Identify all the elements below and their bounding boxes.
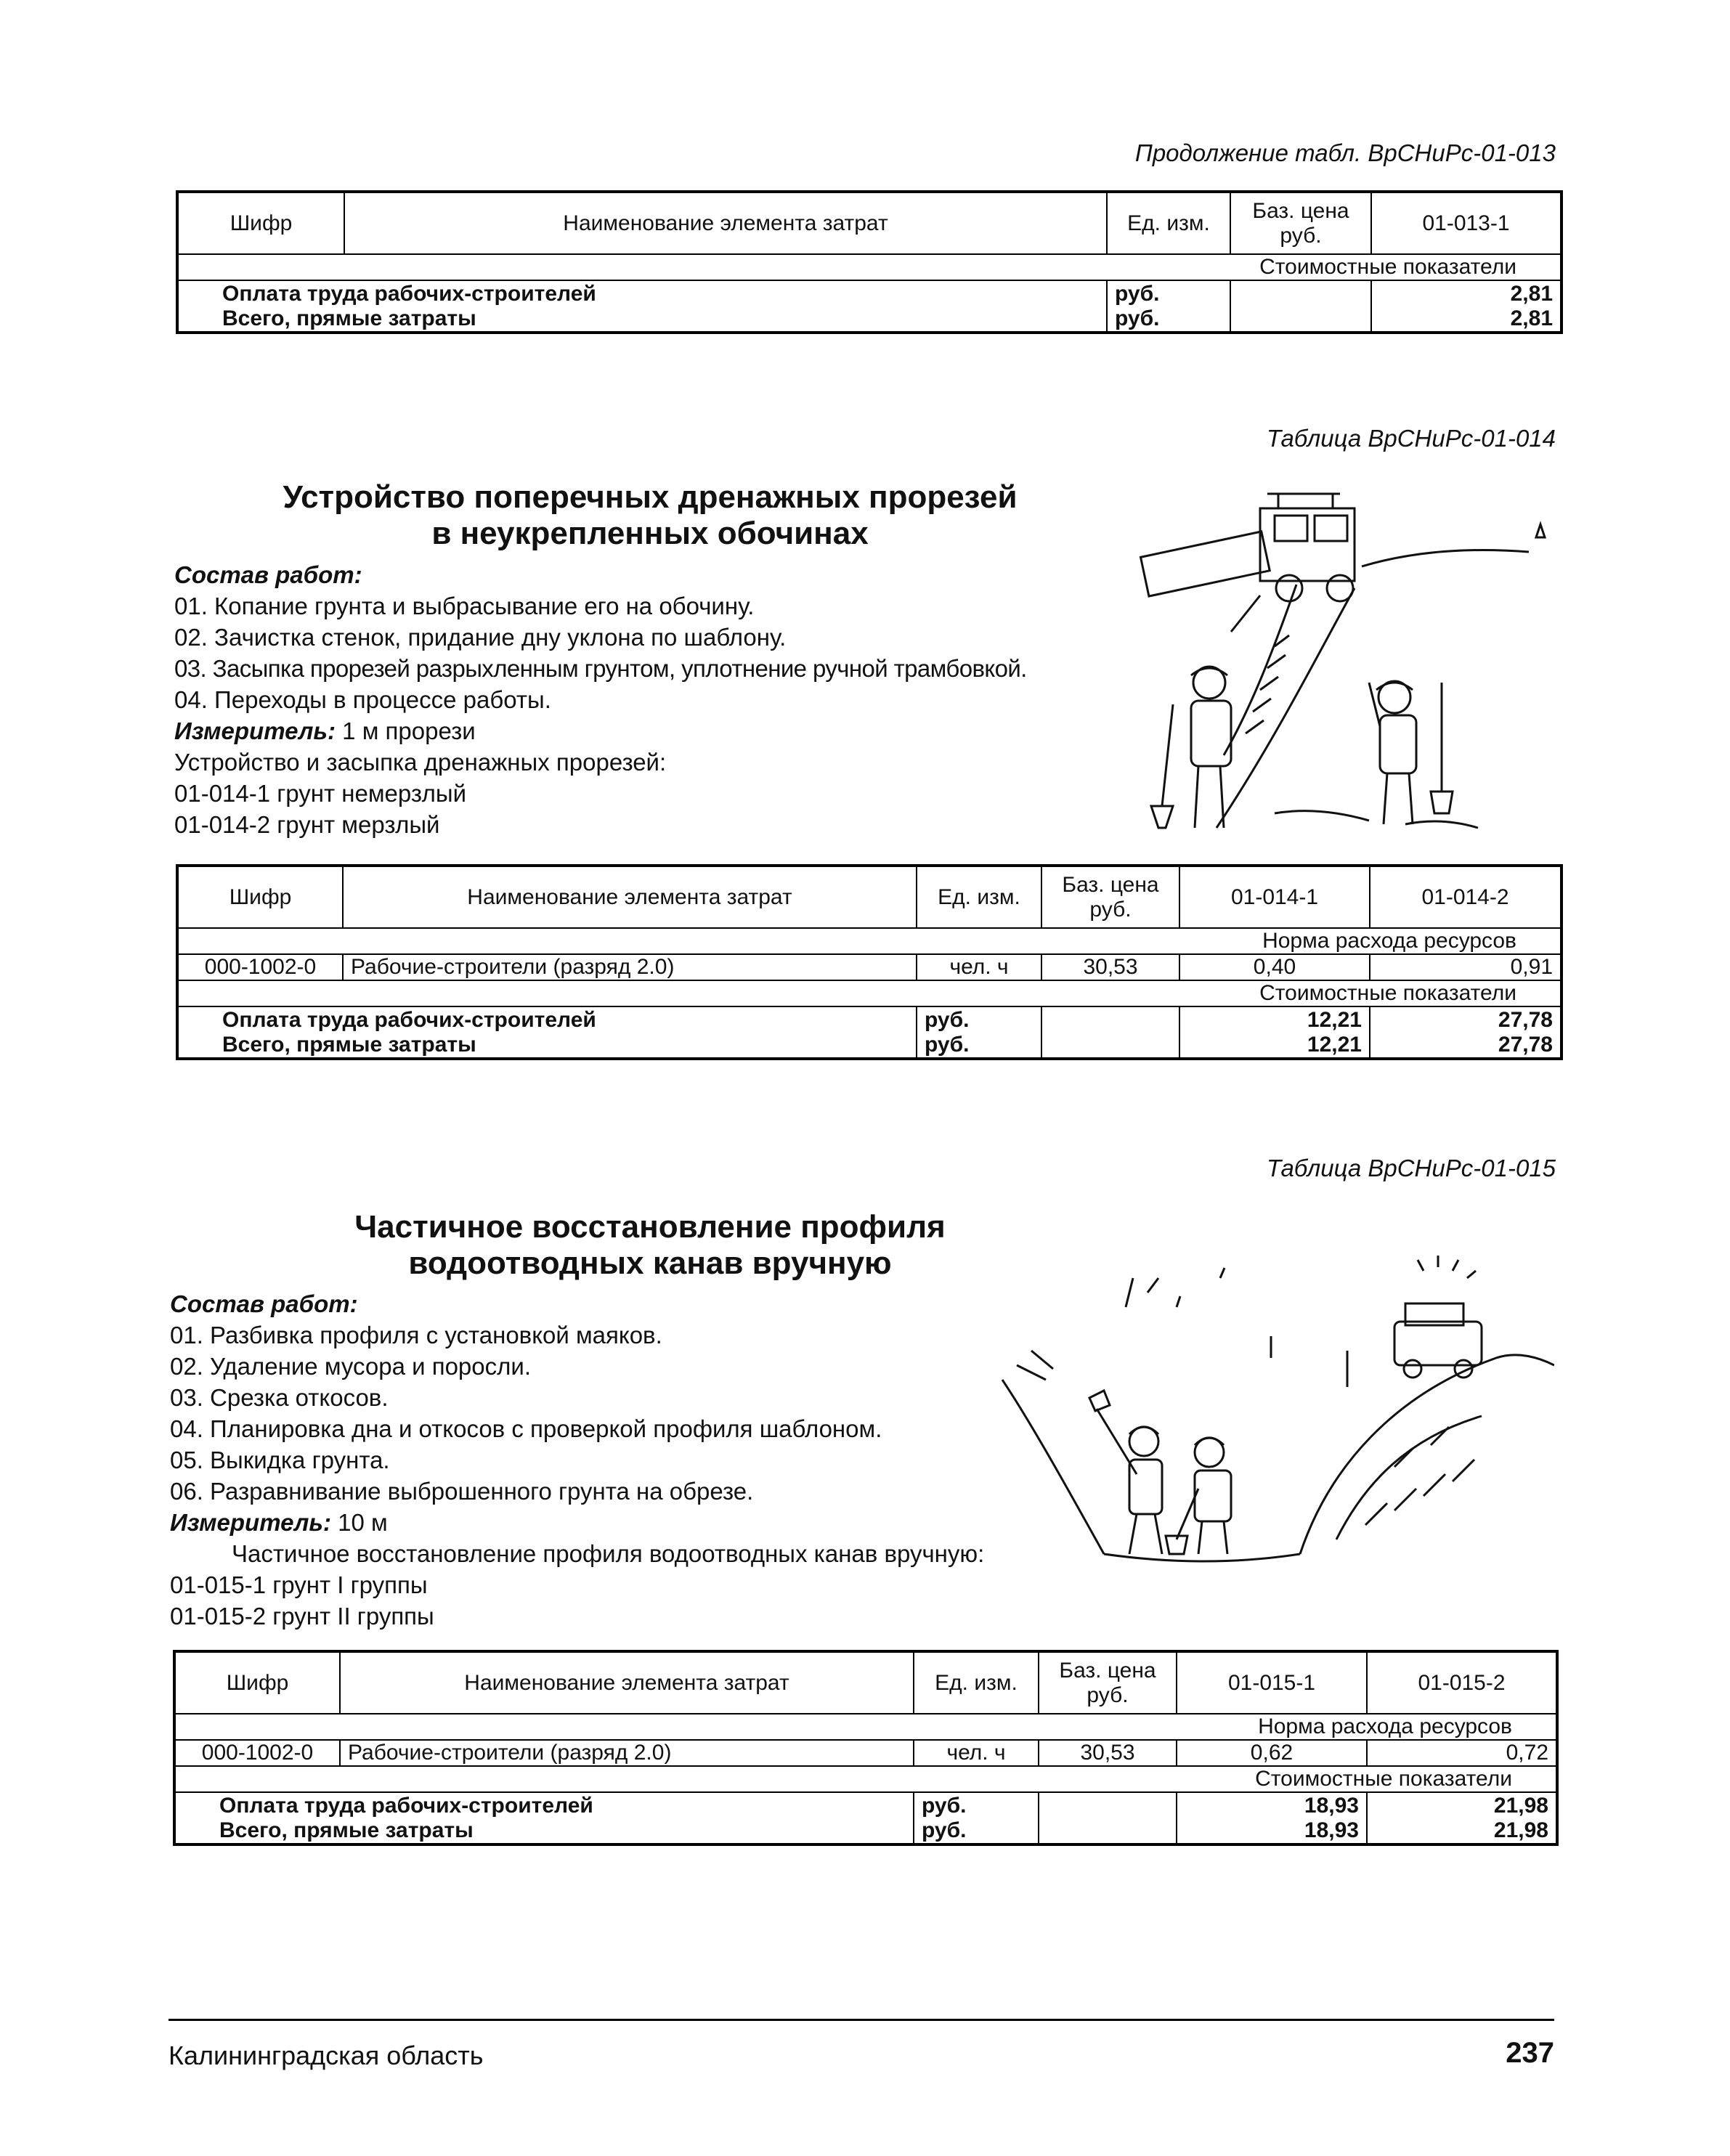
table-header-row [174,1651,1557,1714]
resource-name: Рабочие-строители (разряд 2.0) [340,1740,914,1766]
work-item: 04. Планировка дна и откосов с проверкой профиля шаблоном. [170,1415,882,1442]
header-col1: 01-015-1 [1177,1651,1367,1714]
cost-price [1039,1818,1177,1844]
work-item: 03. Срезка откосов. [170,1384,389,1411]
header-col2: 01-015-2 [1367,1651,1557,1714]
footer-divider [168,2019,1554,2021]
header-code: Шифр [177,866,343,928]
cost-v1: 12,21 [1179,1006,1370,1033]
work-item: 02. Удаление мусора и поросли. [170,1353,531,1380]
cost-name: Всего, прямые затраты [177,306,1107,333]
cost-v2: 27,78 [1370,1006,1562,1033]
work-heading: Состав работ: [174,561,362,588]
table-01-015 [173,1650,1559,1846]
continuation-note: Продолжение табл. ВрСНиРс-01-013 [1134,139,1556,166]
cost-section-row [177,980,1562,1006]
variant-item: 01-014-1 грунт немерзлый [174,780,467,807]
cost-unit: руб. [914,1792,1039,1818]
title-line-2: водоотводных канав вручную [408,1245,892,1281]
cost-name: Всего, прямые затраты [174,1818,914,1844]
header-col1: 01-014-1 [1179,866,1370,928]
cost-price [1230,280,1371,306]
cost-section-label: Стоимостные показатели [177,980,1562,1006]
resource-price: 30,53 [1041,954,1179,980]
work-item: 06. Разравнивание выброшенного грунта на обрезе. [170,1478,754,1505]
header-name: Наименование элемента затрат [340,1651,914,1714]
variants-description: Частичное восстановление профиля водоотводных канав вручную: [232,1540,985,1567]
header-unit: Ед. изм. [917,866,1041,928]
norm-section-label: Норма расхода ресурсов [177,928,1562,954]
cost-v1: 2,81 [1371,280,1562,306]
table-row [177,1033,1562,1059]
resource-code: 000-1002-0 [174,1740,340,1766]
cost-unit: руб. [914,1818,1039,1844]
header-col2: 01-014-2 [1370,866,1562,928]
variant-item: 01-014-2 грунт мерзлый [174,811,440,838]
cost-unit: руб. [917,1033,1041,1059]
work-item: 03. Засыпка прорезей разрыхленным грунтом, уплотнение ручной трамбовкой. [174,655,1027,682]
cost-price [1041,1006,1179,1033]
header-col1: 01-013-1 [1371,192,1562,254]
resource-code: 000-1002-0 [177,954,343,980]
resource-v2: 0,72 [1367,1740,1557,1766]
resource-unit: чел. ч [914,1740,1039,1766]
cost-section-label: Стоимостные показатели [174,1766,1557,1792]
cost-section-row [174,1766,1557,1792]
section-title-015 [211,1209,1089,1282]
resource-v2: 0,91 [1370,954,1562,980]
cost-name: Оплата труда рабочих-строителей [177,280,1107,306]
work-item: 05. Выкидка грунта. [170,1447,390,1473]
header-name: Наименование элемента затрат [343,866,917,928]
cost-v1: 12,21 [1179,1033,1370,1059]
table-row [174,1818,1557,1844]
title-line-1: Устройство поперечных дренажных прорезей [283,479,1018,515]
work-item: 01. Разбивка профиля с установкой маяков. [170,1322,662,1348]
cost-name: Оплата труда рабочих-строителей [174,1792,914,1818]
table-header-row [177,192,1562,254]
table-label-014: Таблица ВрСНиРс-01-014 [1267,425,1556,452]
page-number: 237 [1506,2037,1554,2069]
work-heading: Состав работ: [170,1290,358,1317]
table-header-row [177,866,1562,928]
cost-price [1230,306,1371,333]
cost-v1: 18,93 [1177,1792,1367,1818]
table-row [177,280,1562,306]
title-line-2: в неукрепленных обочинах [431,516,869,551]
section-title-014 [211,479,1089,552]
table-label-015: Таблица ВрСНиРс-01-015 [1267,1155,1556,1181]
table-row [177,954,1562,980]
variant-item: 01-015-2 грунт II группы [170,1603,434,1630]
work-item: 04. Переходы в процессе работы. [174,686,551,713]
cost-name: Всего, прямые затраты [177,1033,917,1059]
workers-ditch-illustration [988,1249,1554,1583]
cost-v2: 27,78 [1370,1033,1562,1059]
cost-price [1039,1792,1177,1818]
cost-name: Оплата труда рабочих-строителей [177,1006,917,1033]
measure-value: 10 м [338,1509,388,1536]
cost-unit: руб. [1107,280,1230,306]
cost-v2: 21,98 [1367,1818,1557,1844]
footer-region: Калининградская область [168,2041,484,2070]
header-unit: Ед. изм. [914,1651,1039,1714]
cost-v2: 21,98 [1367,1792,1557,1818]
table-01-014 [176,864,1563,1060]
resource-v1: 0,62 [1177,1740,1367,1766]
cost-unit: руб. [1107,306,1230,333]
table-row [174,1740,1557,1766]
norm-section-label: Норма расхода ресурсов [174,1714,1557,1740]
work-item: 01. Копание грунта и выбрасывание его на обочину. [174,593,755,619]
header-code: Шифр [174,1651,340,1714]
work-description-015 [170,1288,984,1632]
resource-v1: 0,40 [1179,954,1370,980]
cost-section-row [177,254,1562,280]
header-unit: Ед. изм. [1107,192,1230,254]
workers-trench-illustration [1129,465,1565,842]
norm-section-row [174,1714,1557,1740]
measure-label: Измеритель: [170,1509,331,1536]
title-line-1: Частичное восстановление профиля [354,1209,946,1245]
cost-price [1041,1033,1179,1059]
table-row [174,1792,1557,1818]
resource-price: 30,53 [1039,1740,1177,1766]
header-price: Баз. цена руб. [1230,192,1371,254]
header-price: Баз. цена руб. [1041,866,1179,928]
norm-section-row [177,928,1562,954]
variant-item: 01-015-1 грунт I группы [170,1571,428,1598]
cost-v1: 2,81 [1371,306,1562,333]
resource-unit: чел. ч [917,954,1041,980]
resource-name: Рабочие-строители (разряд 2.0) [343,954,917,980]
variants-description: Устройство и засыпка дренажных прорезей: [174,749,667,776]
work-item: 02. Зачистка стенок, придание дну уклона по шаблону. [174,624,787,651]
measure-value: 1 м прорези [342,717,476,744]
cost-v1: 18,93 [1177,1818,1367,1844]
table-row [177,306,1562,333]
cost-section-label: Стоимостные показатели [177,254,1562,280]
work-description-014 [174,559,1027,840]
header-price: Баз. цена руб. [1039,1651,1177,1714]
cost-unit: руб. [917,1006,1041,1033]
header-name: Наименование элемента затрат [344,192,1107,254]
table-01-013 [176,190,1563,334]
measure-label: Измеритель: [174,717,336,744]
table-row [177,1006,1562,1033]
header-code: Шифр [177,192,344,254]
